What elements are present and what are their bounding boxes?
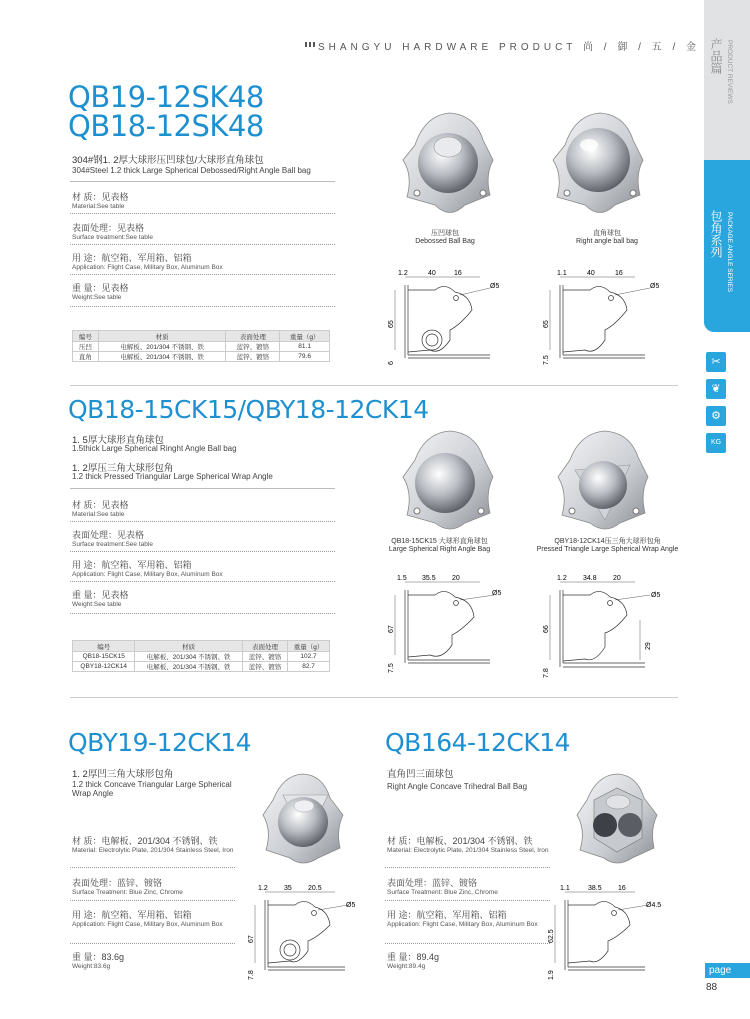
s3-dim-h: 67: [248, 935, 255, 943]
s4-application-cn: 用 途：航空箱、军用箱、铝箱: [387, 910, 507, 920]
s4-dim-h: 62.5: [548, 929, 555, 943]
s1-weight-cn: 重 量：见表格: [72, 283, 129, 293]
divider: [70, 521, 335, 522]
s3-weight-en: Weight:83.6g: [72, 963, 111, 970]
s1-dim1-a: 1.2: [398, 270, 408, 277]
table-header: 重量（g）: [288, 641, 330, 652]
s4-surface-en: Surface Treatment: Blue Zinc, Chrome: [387, 889, 498, 896]
table-row: [73, 652, 330, 662]
header-brand: SHANGYU HARDWARE PRODUCT 尚 / 御 / 五 / 金: [318, 42, 701, 53]
s1-dim1-v: 6: [388, 361, 395, 365]
s1-desc-en: 304#Steel 1.2 thick Large Spherical Debossed/Right Angle Ball bag: [72, 166, 311, 175]
s2-application-cn: 用 途：航空箱、军用箱、铝箱: [72, 560, 192, 570]
s1-product-image-debossed: [395, 105, 500, 225]
table-header-row: [73, 641, 330, 652]
s1-application-cn: 用 途：航空箱、军用箱、铝箱: [72, 253, 192, 263]
sidebar-category-cn: 包角系列: [709, 210, 723, 258]
s3-dimension-drawing: [250, 885, 365, 980]
s2-weight-cn: 重 量：见表格: [72, 590, 129, 600]
s4-dim-b: 38.5: [588, 885, 602, 892]
table-header: 编号: [73, 331, 99, 342]
sidebar-product-en: PRODUCT REVIEWS: [726, 40, 733, 104]
s3-desc-en: 1.2 thick Concave Triangular Large Spherical Wrap Angle: [72, 780, 232, 798]
s2-surface-en: Surface treatment:See table: [72, 541, 153, 548]
s1-surface-cn: 表面处理：见表格: [72, 223, 145, 233]
s1-material-cn: 材 质：见表格: [72, 192, 129, 202]
s1-dimension-drawing-2: [545, 270, 670, 370]
divider: [70, 488, 335, 489]
s2-product-image-1: [395, 425, 500, 535]
section-divider: [70, 385, 678, 386]
sidebar-category-en: PACKAGE ANGLE SERIES: [726, 212, 733, 293]
s1-material-en: Material:See table: [72, 203, 125, 210]
table-cell: 直角: [73, 352, 99, 362]
s2-dim2-v: 7.8: [543, 668, 550, 678]
table-header-row: [73, 331, 330, 342]
s2-img1-caption-en: Large Spherical Right Angle Bag: [388, 546, 491, 553]
s2-dimension-drawing-1: [390, 575, 515, 675]
divider: [70, 181, 335, 182]
leaf-icon[interactable]: ❦: [706, 379, 726, 399]
s3-title: QBY19-12CK14: [68, 728, 252, 757]
s1-dim1-h: 65: [388, 320, 395, 328]
s1-desc-cn: 304#钢1. 2厚大球形压凹球包/大球形直角球包: [72, 155, 264, 166]
s1-weight-en: Weight:See table: [72, 294, 122, 301]
divider: [70, 213, 335, 214]
table-cell: 电解板、201/304 不锈钢、铁: [98, 342, 226, 352]
s3-dim-b: 35: [284, 885, 292, 892]
s1-dim2-v: 7.5: [543, 355, 550, 365]
s2-desc1-cn: 1. 5厚大球形直角球包: [72, 435, 164, 446]
s4-material-en: Material: Electrolytic Plate, 201/304 Stainless Steel, Iron: [387, 847, 549, 854]
table-header: 材质: [135, 641, 242, 652]
s3-dim-hole: Ø5: [346, 902, 356, 909]
s2-weight-en: Weight:See table: [72, 601, 122, 608]
divider: [385, 943, 550, 944]
divider: [70, 867, 235, 868]
table-header: 表面处理: [242, 641, 287, 652]
s2-dim2-b: 34.8: [583, 575, 597, 582]
s4-dim-c: 16: [618, 885, 626, 892]
s1-spec-table: [72, 330, 330, 362]
s2-img1-caption-cn: QB18-15CK15 大球形直角球包: [391, 538, 488, 545]
s2-dim2-c: 20: [613, 575, 621, 582]
table-cell: 102.7: [288, 652, 330, 662]
s2-application-en: Application: Flight Case, Military Box, Aluminum Box: [72, 571, 223, 578]
s1-title-1: QB19-12SK48: [68, 80, 264, 114]
certificate-icon[interactable]: KG: [706, 433, 726, 453]
section-divider: [70, 697, 678, 698]
s1-dim1-b: 40: [428, 270, 436, 277]
s1-product-image-rightangle: [545, 105, 650, 225]
table-cell: 蓝锌、镀铬: [226, 342, 280, 352]
divider: [70, 943, 235, 944]
s4-title: QB164-12CK14: [385, 728, 571, 757]
s4-desc-cn: 直角凹三面球包: [387, 769, 454, 780]
divider: [70, 900, 235, 901]
table-cell: QB18-15CK15: [73, 652, 135, 662]
s4-product-image: [572, 770, 662, 870]
s3-dim-a: 1.2: [258, 885, 268, 892]
s2-img2-caption-cn: QBY18-12CK14压三角大球形包角: [554, 538, 661, 545]
s2-dim1-c: 20: [452, 575, 460, 582]
s1-dimension-drawing-1: [390, 270, 510, 370]
s2-dim2-r: 29: [645, 642, 652, 650]
s2-surface-cn: 表面处理：见表格: [72, 530, 145, 540]
s4-dimension-drawing: [550, 885, 670, 980]
divider: [70, 581, 335, 582]
divider: [385, 900, 550, 901]
table-row: [73, 352, 330, 362]
s1-dim1-hole: Ø5: [490, 283, 500, 290]
s2-dim1-a: 1.5: [397, 575, 407, 582]
table-cell: 电解板、201/304 不锈钢、铁: [98, 352, 226, 362]
s1-dim2-a: 1.1: [557, 270, 567, 277]
s2-desc2-en: 1.2 thick Pressed Triangular Large Spherical Wrap Angle: [72, 472, 273, 481]
s2-desc2-cn: 1. 2厚压三角大球形包角: [72, 463, 174, 474]
s4-dim-hole: Ø4.5: [646, 902, 662, 909]
s4-surface-cn: 表面处理：蓝锌、镀铬: [387, 878, 478, 888]
s3-weight-cn: 重 量：83.6g: [72, 952, 125, 962]
s2-dim1-h: 67: [388, 625, 395, 633]
s1-img1-caption-cn: 压凹球包: [431, 230, 459, 237]
s4-dim-v: 1.9: [548, 970, 555, 980]
s3-surface-en: Surface Treatment: Blue Zinc, Chrome: [72, 889, 183, 896]
table-cell: QBY18-12CK14: [73, 662, 135, 672]
s3-dim-c: 20.5: [308, 885, 322, 892]
divider: [70, 306, 335, 307]
s3-product-image: [258, 770, 348, 870]
s3-application-en: Application: Flight Case, Military Box, Aluminum Box: [72, 921, 223, 928]
s2-dim2-hole: Ø5: [651, 592, 661, 599]
header-dots: [305, 42, 317, 47]
divider: [70, 613, 335, 614]
s1-dim2-hole: Ø5: [650, 283, 660, 290]
table-header: 材质: [98, 331, 226, 342]
s3-application-cn: 用 途：航空箱、军用箱、铝箱: [72, 910, 192, 920]
s1-img2-caption-cn: 直角球包: [593, 230, 621, 237]
table-header: 重量（g）: [280, 331, 330, 342]
s4-weight-cn: 重 量：89.4g: [387, 952, 440, 962]
s4-application-en: Application: Flight Case, Military Box, Aluminum Box: [387, 921, 538, 928]
s2-dim1-hole: Ø5: [492, 590, 502, 597]
table-row: [73, 342, 330, 352]
s1-dim2-c: 16: [615, 270, 623, 277]
s2-product-image-2: [550, 425, 655, 535]
page-number: 88: [706, 982, 718, 993]
s2-spec-table: [72, 640, 330, 672]
s2-dim2-a: 1.2: [557, 575, 567, 582]
divider: [70, 274, 335, 275]
s2-material-cn: 材 质：见表格: [72, 500, 129, 510]
s3-desc-cn: 1. 2厚凹三角大球形包角: [72, 769, 174, 780]
table-cell: 79.6: [280, 352, 330, 362]
page-label: page: [705, 963, 750, 978]
table-header: 编号: [73, 641, 135, 652]
divider: [70, 244, 335, 245]
table-cell: 蓝锌、镀铬: [242, 652, 287, 662]
s2-desc1-en: 1.5thick Large Spherical Ringht Angle Ball bag: [72, 444, 237, 453]
s1-surface-en: Surface treatment:See table: [72, 234, 153, 241]
table-cell: 81.1: [280, 342, 330, 352]
table-cell: 蓝锌、镀铬: [226, 352, 280, 362]
s2-dimension-drawing-2: [545, 575, 675, 680]
s4-weight-en: Weight:89.4g: [387, 963, 426, 970]
s1-img1-caption-en: Debossed Ball Bag: [415, 238, 475, 245]
s2-dim1-v: 7.5: [388, 663, 395, 673]
divider: [385, 867, 550, 868]
sidebar-product-cn: 产品篇: [709, 38, 723, 74]
table-header: 表面处理: [226, 331, 280, 342]
s1-application-en: Application: Flight Case, Military Box, Aluminum Box: [72, 264, 223, 271]
s1-dim2-b: 40: [587, 270, 595, 277]
s2-title: QB18-15CK15/QBY18-12CK14: [68, 395, 429, 424]
s1-title-2: QB18-12SK48: [68, 109, 264, 143]
s1-dim1-c: 16: [454, 270, 462, 277]
s3-material-cn: 材 质：电解板、201/304 不锈钢、铁: [72, 836, 218, 846]
s1-dim2-h: 65: [543, 320, 550, 328]
s3-material-en: Material: Electrolytic Plate, 201/304 Stainless Steel, Iron: [72, 847, 234, 854]
table-cell: 压凹: [73, 342, 99, 352]
divider: [70, 551, 335, 552]
table-cell: 82.7: [288, 662, 330, 672]
table-cell: 电解板、201/304 不锈钢、铁: [135, 662, 242, 672]
s4-desc-en: Right Angle Concave Trihedral Ball Bag: [387, 782, 528, 791]
s2-dim2-h: 66: [543, 625, 550, 633]
gear-icon[interactable]: ⚙: [706, 406, 726, 426]
tool-icon[interactable]: ✂: [706, 352, 726, 372]
table-cell: 蓝锌、镀铬: [242, 662, 287, 672]
s4-dim-a: 1.1: [560, 885, 570, 892]
s3-surface-cn: 表面处理：蓝锌、镀铬: [72, 878, 163, 888]
s3-dim-v: 7.8: [248, 970, 255, 980]
s1-img2-caption-en: Right angle ball bag: [576, 238, 638, 245]
s2-material-en: Material:See table: [72, 511, 125, 518]
s2-dim1-b: 35.5: [422, 575, 436, 582]
s2-img2-caption-en: Pressed Triangle Large Spherical Wrap Angle: [536, 546, 679, 553]
table-row: [73, 662, 330, 672]
table-cell: 电解板、201/304 不锈钢、铁: [135, 652, 242, 662]
s4-material-cn: 材 质：电解板、201/304 不锈钢、铁: [387, 836, 533, 846]
